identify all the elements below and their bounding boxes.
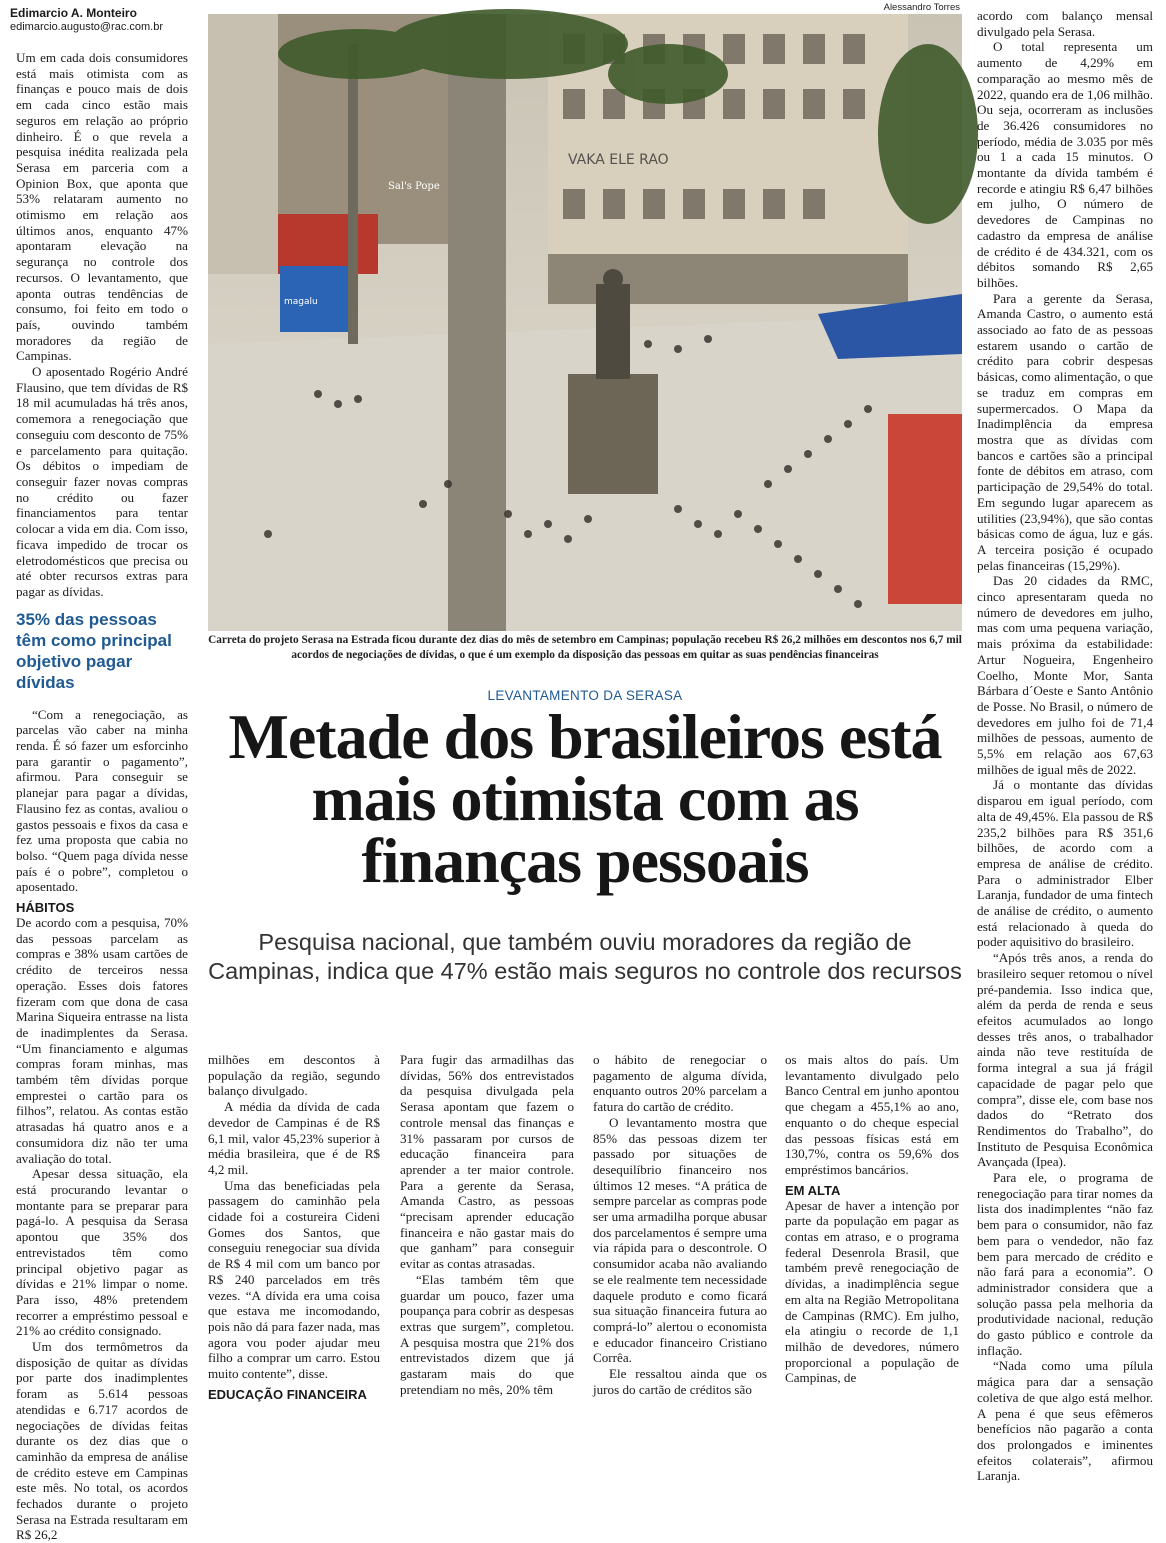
author-name: Edimarcio A. Monteiro	[10, 6, 137, 20]
paragraph: Uma das beneficiadas pela passagem do caminhão pela cidade foi a costureira Cideni Gomes dos Santos, que conseguiu renegociar sua dívida de R$ 4 mil com um banco por R$ 240 parcelados em três vezes. “A dívida era uma coisa que estava me incomodando, pois não dá para fazer nada, mas agora vou poder ajudar meu filho a comprar um carro. Estou muito contente”, disse.	[208, 1177, 380, 1382]
pull-quote: 35% das pessoas têm como principal objetivo pagar dívidas	[16, 609, 172, 692]
paragraph: milhões em descontos à população da região, segundo balanço divulgado.	[208, 1052, 380, 1099]
kicker: LEVANTAMENTO DA SERASA	[487, 688, 683, 703]
paragraph: Já o montante das dívidas disparou em igual período, com alta de 49,45%. Ela passou de R$ 235,2 bilhões para R$ 351,6 bilhões, de acordo com a empresa de análise de crédito. Para o administrador Elber Laranja, fundador de uma fintech de análise de crédito, o aumento está relacionado à queda do poder aquisitivo do brasileiro.	[977, 777, 1153, 950]
paragraph: “Elas também têm que guardar um pouco, fazer uma poupança para cobrir as despesas extras que surgem”, completou. A pesquisa mostra que 21% dos entrevistados dizem que já gastaram mais do que pretendiam no mês, 20% têm	[400, 1271, 574, 1397]
paragraph: Para ele, o programa de renegociação para tirar nomes da lista dos inadimplentes “não faz bem para o consumidor, não faz bem para o vendedor, não faz bem para mercado de crédito e não fará para a economia”. O administrador considera que a solução passa pela melhoria da produtividade nacional, redução do gasto público e controle da inflação.	[977, 1170, 1153, 1358]
paragraph: Das 20 cidades da RMC, cinco apresentaram queda no número de devedores em julho, mas com uma pequena variação, mais próxima da estabilidade: Artur Nogueira, Engenheiro Coelho, Monte Mor, Santa Bárbara d´Oeste e Santo Antônio de Posse. No Brasil, o número de devedores em julho foi de 71,4 milhões de pessoas, aumento de 5,5% em relação aos 67,63 milhões de igual mês de 2022.	[977, 573, 1153, 777]
article-column-2	[208, 1052, 380, 1402]
section-heading-educacao: EDUCAÇÃO FINANCEIRA	[208, 1386, 367, 1402]
article-column-4	[593, 1052, 767, 1397]
news-photo	[208, 14, 962, 631]
article-column-1	[16, 50, 188, 1543]
paragraph: O total representa um aumento de 4,29% em comparação ao mesmo mês de 2022, quando era de 1,06 milhão. Ou seja, ocorreram as inclusões de 36.426 consumidores no período, média de 3.035 por mês ou 1 a cada 15 minutos. O montante da dívida também é recorde e atingiu R$ 6,47 bilhões em julho, O número de devedores de Campinas no cadastro da empresa de análise de crédito é de 434.321, com os débitos somando R$ 2,65 bilhões.	[977, 39, 1153, 290]
paragraph: Ele ressaltou ainda que os juros do cartão de créditos são	[593, 1366, 767, 1397]
subheadline: Pesquisa nacional, que também ouviu moradores da região de Campinas, indica que 47% estão mais seguros no controle dos recursos	[208, 929, 962, 984]
paragraph: O aposentado Rogério André Flausino, que tem dívidas de R$ 18 mil acumuladas há três anos, comemora a renegociação que conseguiu com desconto de 75% e parcelamento para quitação. Os débitos o impediam de conseguir fazer novas compras no crédito ou fazer financiamentos para tentar colocar a vida em dia. Com isso, ficava impedido de trocar os eletrodomésticos que precisa ou até obter recursos extras para pagar as dívidas.	[16, 364, 188, 599]
paragraph: o hábito de renegociar o pagamento de alguma dívida, enquanto outros 20% parcelam a fatura do cartão de crédito.	[593, 1052, 767, 1115]
article-column-3	[400, 1052, 574, 1397]
headline: Metade dos brasileiros está mais otimista com as finanças pessoais	[228, 701, 942, 896]
building-graffiti: VAKA ELE RAO	[568, 152, 669, 168]
paragraph: De acordo com a pesquisa, 70% das pessoas parcelam as compras e 38% usam cartões de crédito de terceiros nessa operação. Esses dois fatores fizeram com que dona de casa Marina Siqueira entrasse na lista de inadimplentes da Serasa. “Um financiamento e algumas compras foram minhas, mas também têm dívidas porque emprestei o cartão para os filhos”, relatou. As contas estão atrasadas há quatro anos e a consumidora diz não ter uma avaliação do total.	[16, 915, 188, 1166]
paragraph: Um em cada dois consumidores está mais otimista com as finanças e pouco mais de dois em cada cinco estão mais seguros em relação ao próprio dinheiro. É o que revela a pesquisa inédita realizada pela Serasa em parceria com a Opinion Box, que aponta que 53% relataram aumento no otimismo em relação aos últimos anos, enquanto 47% apontaram elevação na segurança no controle dos recursos. O levantamento, que aponta outras tendências de consumo, foi feito em todo o país, ouvindo também moradores da região de Campinas.	[16, 50, 188, 364]
author-email: edimarcio.augusto@rac.com.br	[10, 21, 164, 33]
paragraph: A média da dívida de cada devedor de Campinas é de R$ 6,1 mil, valor 45,23% superior à média brasileira, que é de R$ 4,2 mil.	[208, 1099, 380, 1177]
paragraph: Apesar dessa situação, ela está procurando levantar o montante para se preparar para pagá-lo. A pesquisa da Serasa apontou que 35% dos entrevistados têm como principal objetivo pagar as dívidas e 21% limpar o nome. Para isso, 48% pretendem recorrer a empréstimo pessoal e 21% ao crédito consignado.	[16, 1166, 188, 1339]
section-heading-habitos: HÁBITOS	[16, 900, 75, 916]
paragraph: Apesar de haver a intenção por parte da população em pagar as contas em atraso, e o programa federal Desenrola Brasil, que também prevê renegociação de dívidas, a inadimplência segue em alta na Região Metropolitana de Campinas (RMC). Em julho, ela atingiu o recorde de 1,1 milhão de devedores, número proporcional a população de Campinas, de	[785, 1197, 959, 1386]
section-heading-em-alta: EM ALTA	[785, 1182, 841, 1198]
paragraph: “Após três anos, a renda do brasileiro sequer retomou o nível pré-pandemia. Isso indica que, além da perda de renda e seus efeitos acumulados ao longo desses três anos, o trabalhador ainda não teve restituída de forma integral a sua já frágil capacidade de pagar pelo que compra”, disse ele, com base nos dados do “Retrato dos Rendimentos do Trabalho”, do Instituto de Pesquisa Econômica Avançada (Ipea).	[977, 950, 1153, 1170]
paragraph: acordo com balanço mensal divulgado pela Serasa.	[977, 8, 1153, 39]
photo-credit: Alessandro Torres	[883, 2, 960, 13]
paragraph: Para a gerente da Serasa, Amanda Castro, o aumento está associado ao fato de as pessoas estarem usando o cartão de crédito para cobrir despesas básicas, como alimentação, o que se traduz em compras em supermercados. O Mapa da Inadimplência da empresa mostra que as dívidas com bancos e cartões são a principal fonte de débitos em atraso, com participação de 29,54% do total. Em segundo lugar aparecem as utilities (23,94%), que são contas básicas como de água, luz e gás. A terceira posição é ocupado pelas financeiras (15,29%).	[977, 290, 1153, 573]
article-column-5	[785, 1052, 959, 1386]
author-byline	[10, 6, 163, 34]
store-sign: Sal's Pope	[388, 181, 440, 192]
article-column-6	[977, 8, 1153, 1484]
photo-caption: Carreta do projeto Serasa na Estrada ficou durante dez dias do mês de setembro em Campinas; população recebeu R$ 26,2 milhões em descontos nos 6,7 mil acordos de negociações de dívidas, o que é um exemplo da disposição das pessoas em quitar as suas pendências financeiras	[208, 634, 962, 661]
paragraph: Para fugir das armadilhas das dívidas, 56% dos entrevistados da pesquisa divulgada pela Serasa apontam que fazem o controle mensal das finanças e 31% passaram por cursos de educação financeira para aprender a ter maior controle. Para a gerente da Serasa, Amanda Castro, as pessoas “precisam aprender educação financeira e não gastar mais do que ganham” para conseguir evitar as contas atrasadas.	[400, 1052, 574, 1272]
photo-illustration	[208, 14, 962, 631]
paragraph: “Com a renegociação, as parcelas vão caber na minha renda. É só fazer um esforcinho para garantir o pagamento”, afirmou. Para conseguir se planejar para pagar a dívidas, Flausino fez as contas, avaliou o gastos pessoais e fixos da casa e fez uma proposta que cabia no bolso. “Quem paga dívida nesse país é o pobre”, completou o aposentado.	[16, 706, 188, 895]
paragraph: O levantamento mostra que 85% das pessoas dizem ter passado por situações de desequilíbrio financeiro nos últimos 12 meses. “A prática de sempre parcelar as compras pode ser uma armadilha porque abusar dos parcelamentos é sempre uma via rápida para o descontrole. O consumidor acaba não avaliando se ele realmente tem necessidade daquele produto e como ficará sua situação financeira futura ao comprá-lo” alertou o economista e educador financeiro Cristiano Corrêa.	[593, 1114, 767, 1366]
paragraph: os mais altos do país. Um levantamento divulgado pelo Banco Central em junho apontou que chegam a 455,1% ao ano, enquanto o do cheque especial das pessoas físicas está em 130,7%, contra os 59,6% dos empréstimos bancários.	[785, 1052, 959, 1177]
truck-label: magalu	[284, 297, 318, 307]
paragraph: “Nada como uma pílula mágica para dar a sensação coletiva de que algo está melhor. A pena é que seus efêmeros benefícios não pagarão a conta dos prolongados e iminentes efeitos colaterais”, afirmou Laranja.	[977, 1358, 1153, 1484]
paragraph: Um dos termômetros da disposição de quitar as dívidas por parte dos inadimplentes foram as 5.614 pessoas atendidas e 6.717 acordos de negociações de dívidas feitas durante os dez dias que o caminhão da empresa de análise de crédito esteve em Campinas este mês. No total, os acordos fechados durante o projeto Serasa na Estrada resultaram em R$ 26,2	[16, 1339, 188, 1543]
